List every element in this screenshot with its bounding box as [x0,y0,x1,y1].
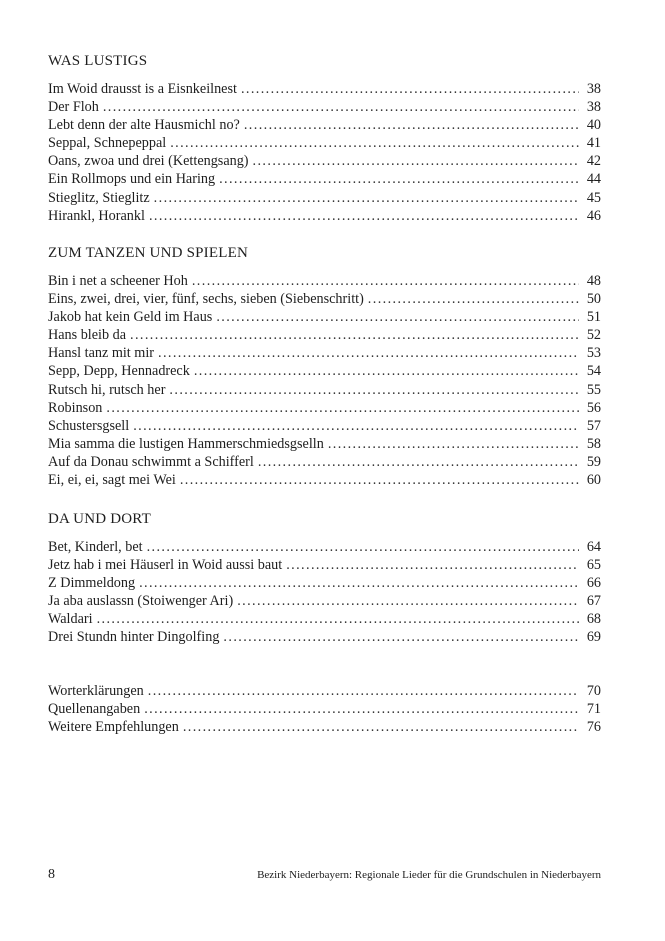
toc-entry[interactable] [48,592,601,610]
toc-entry[interactable] [48,170,601,188]
table-of-contents-page [48,0,601,941]
dot-leader [170,134,579,152]
toc-entry[interactable] [48,610,601,628]
toc-entry[interactable] [48,700,601,718]
toc-entry[interactable] [48,326,601,344]
toc-entry-title: Auf da Donau schwimmt a Schifferl [48,453,254,470]
page-footer [48,866,601,884]
toc-entry[interactable] [48,399,601,417]
toc-entry[interactable] [48,682,601,700]
toc-list [48,538,601,647]
toc-entry-title: Quellenangaben [48,701,141,718]
toc-entry-title: Im Woid drausst is a Eisnkeilnest [48,81,237,97]
dot-leader [169,381,579,399]
dot-leader [148,682,579,700]
toc-entry[interactable] [48,98,601,116]
dot-leader [237,592,579,610]
toc-entry-title: Sepp, Depp, Hennadreck [48,363,190,380]
section-zum-tanzen-und-spielen [48,244,601,489]
toc-entry-title: Ei, ei, ei, sagt mei Wei [48,472,176,489]
toc-entry-page: 51 [586,309,601,326]
toc-entry-page: 54 [586,363,601,380]
section-title: ZUM TANZEN UND SPIELEN [48,245,248,261]
toc-entry[interactable] [48,362,601,380]
toc-entry[interactable] [48,308,601,326]
toc-entry-title: Waldari [48,611,93,628]
toc-entry-page: 46 [586,207,601,224]
toc-entry-title: Jakob hat kein Geld im Haus [48,309,213,326]
toc-entry-page: 67 [586,593,601,610]
toc-entry-title: Weitere Empfehlungen [48,719,179,736]
toc-entry-title: Der Floh [48,99,99,116]
section-was-lustigs [48,52,601,225]
toc-entry[interactable] [48,116,601,134]
dot-leader [106,399,579,417]
toc-entry-title: Z Dimmeldong [48,575,136,592]
dot-leader [368,290,579,308]
dot-leader [286,556,579,574]
toc-entry-page: 38 [586,81,601,97]
toc-entry[interactable] [48,134,601,152]
page-number: 8 [48,867,55,882]
toc-entry-title: Schustersgsell [48,417,130,434]
toc-entry-page: 44 [586,171,601,188]
toc-entry-title: Hansl tanz mit mir [48,345,154,362]
toc-entry[interactable] [48,207,601,225]
toc-entry[interactable] [48,574,601,592]
dot-leader [192,272,579,290]
toc-entry[interactable] [48,344,601,362]
toc-entry[interactable] [48,80,601,98]
toc-entry-title: Ein Rollmops und ein Haring [48,171,216,188]
toc-entry-title: Drei Stundn hinter Dingolfing [48,629,220,646]
toc-entry-title: Ja aba auslassn (Stoiwenger Ari) [48,593,234,610]
toc-entry-page: 50 [586,291,601,308]
toc-entry-page: 71 [586,701,601,718]
toc-entry[interactable] [48,152,601,170]
toc-entry-page: 38 [586,99,601,116]
toc-entry[interactable] [48,718,601,736]
dot-leader [139,574,579,592]
toc-entry-title: Mia samma die lustigen Hammerschmiedsgselln [48,435,324,452]
dot-leader [180,471,579,489]
toc-entry-page: 41 [586,135,601,152]
toc-entry-page: 52 [586,327,601,344]
toc-entry-title: Seppal, Schnepeppal [48,135,167,152]
toc-entry-title: Rutsch hi, rutsch her [48,381,166,398]
dot-leader [219,170,579,188]
dot-leader [223,628,579,646]
dot-leader [158,344,579,362]
dot-leader [97,610,579,628]
toc-entry[interactable] [48,471,601,489]
section-title: WAS LUSTIGS [48,53,148,69]
dot-leader [103,98,579,116]
toc-list [48,272,601,489]
dot-leader [144,700,579,718]
toc-entry-title: Lebt denn der alte Hausmichl no? [48,117,240,134]
dot-leader [253,152,579,170]
toc-entry-page: 65 [586,557,601,574]
toc-entry[interactable] [48,272,601,290]
toc-entry-page: 76 [586,719,601,736]
toc-entry[interactable] [48,189,601,207]
toc-entry-title: Jetz hab i mei Häuserl in Woid aussi baut [48,557,283,574]
toc-entry-page: 66 [586,575,601,592]
toc-list [48,682,601,736]
toc-entry-title: Bet, Kinderl, bet [48,539,143,555]
toc-entry[interactable] [48,435,601,453]
dot-leader [149,207,579,225]
toc-entry-page: 53 [586,345,601,362]
toc-entry-title: Hirankl, Horankl [48,207,145,224]
toc-entry-page: 55 [586,381,601,398]
toc-entry-page: 59 [586,453,601,470]
dot-leader [147,538,579,556]
toc-entry-title: Stieglitz, Stieglitz [48,189,150,206]
toc-entry-page: 68 [586,611,601,628]
toc-entry-title: Eins, zwei, drei, vier, fünf, sechs, sieben (Siebenschritt) [48,291,364,308]
toc-entry-page: 70 [586,683,601,699]
toc-entry-title: Robinson [48,399,103,416]
dot-leader [133,417,579,435]
toc-entry-title: Oans, zwoa und drei (Kettengsang) [48,153,249,170]
toc-entry[interactable] [48,453,601,471]
toc-entry-title: Worterklärungen [48,683,144,699]
section-da-und-dort [48,510,601,647]
toc-list [48,80,601,225]
dot-leader [216,308,579,326]
toc-entry[interactable] [48,290,601,308]
dot-leader [244,116,579,134]
dot-leader [154,189,579,207]
toc-entry-page: 42 [586,153,601,170]
dot-leader [241,80,579,98]
toc-entry[interactable] [48,417,601,435]
toc-entry-page: 40 [586,117,601,134]
running-footer-text: Bezirk Niederbayern: Regionale Lieder für die Grundschulen in Niederbayern [257,869,601,881]
toc-entry[interactable] [48,628,601,646]
toc-entry-page: 57 [586,417,601,434]
toc-entry[interactable] [48,381,601,399]
section-appendix [48,682,601,736]
section-title: DA UND DORT [48,511,151,527]
toc-entry[interactable] [48,538,601,556]
dot-leader [130,326,579,344]
dot-leader [183,718,579,736]
dot-leader [258,453,579,471]
dot-leader [328,435,579,453]
toc-entry[interactable] [48,556,601,574]
dot-leader [194,362,579,380]
toc-entry-title: Bin i net a scheener Hoh [48,273,188,289]
toc-entry-page: 60 [586,472,601,489]
toc-entry-page: 48 [586,273,601,289]
toc-entry-page: 64 [586,539,601,555]
toc-entry-page: 58 [586,435,601,452]
toc-entry-page: 45 [586,189,601,206]
toc-entry-page: 56 [586,399,601,416]
toc-entry-title: Hans bleib da [48,327,127,344]
toc-entry-page: 69 [586,629,601,646]
